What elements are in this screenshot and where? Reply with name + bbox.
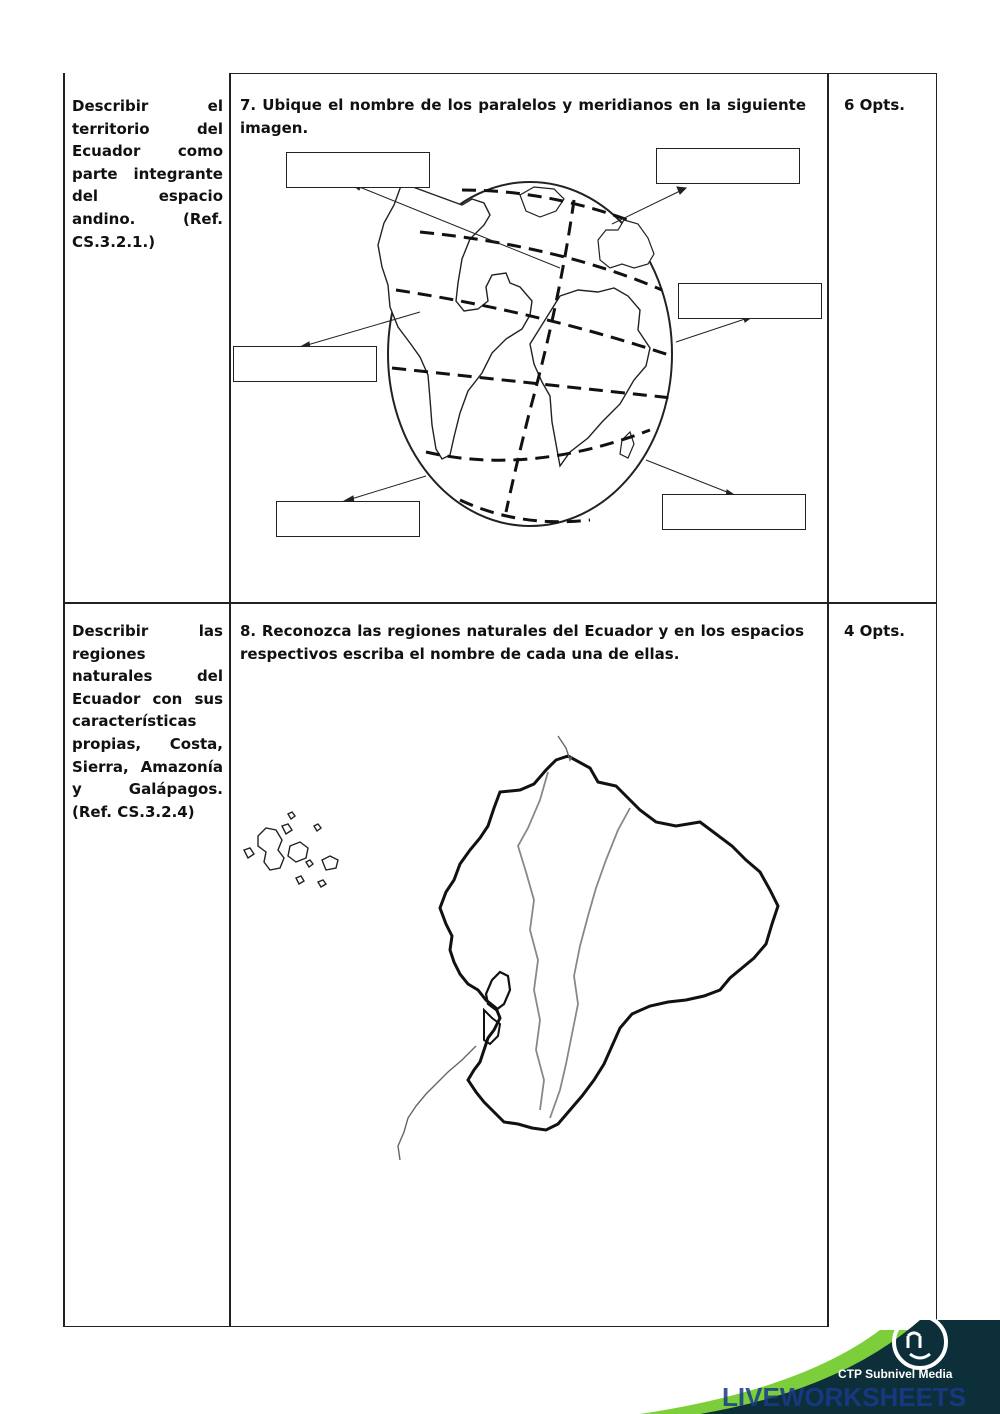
answer-box-6[interactable] xyxy=(662,494,806,530)
row-1-question-text: 7. Ubique el nombre de los paralelos y meridianos en la siguiente imagen. xyxy=(240,96,806,137)
footer-caption: CTP Subnivel Media xyxy=(838,1367,953,1381)
table-left-border xyxy=(63,73,65,1327)
row-1-points-cell xyxy=(827,73,937,604)
answer-box-1[interactable] xyxy=(286,152,430,188)
row-2-points-text: 4 Opts. xyxy=(844,622,905,640)
row-2-question-text: 8. Reconozca las regiones naturales del Ecuador y en los espacios respectivos escriba el nombre de cada una de ellas. xyxy=(240,622,804,663)
row-1-skill-cell xyxy=(63,73,231,604)
row-2-skill-text: Describir las regiones naturales del Ecuador con sus características propias, Costa, Sierra, Amazonía y Galápagos. (Ref. CS.3.2.4) xyxy=(72,622,223,821)
row-1-points-text: 6 Opts. xyxy=(844,96,905,114)
liveworksheets-logo-icon xyxy=(0,1330,1000,1414)
answer-box-3[interactable] xyxy=(678,283,822,319)
row-2-points-cell xyxy=(827,602,937,1327)
row-2-question-cell xyxy=(229,602,829,1327)
footer-brand: LIVEWORKSHEETS xyxy=(722,1382,967,1412)
answer-box-2[interactable] xyxy=(656,148,800,184)
answer-box-5[interactable] xyxy=(276,501,420,537)
answer-box-4[interactable] xyxy=(233,346,377,382)
row-2-skill-cell xyxy=(63,602,231,1327)
row-1-skill-text: Describir el territorio del Ecuador como parte integrante del espacio andino. (Ref. CS.3.2.1.) xyxy=(72,97,223,251)
